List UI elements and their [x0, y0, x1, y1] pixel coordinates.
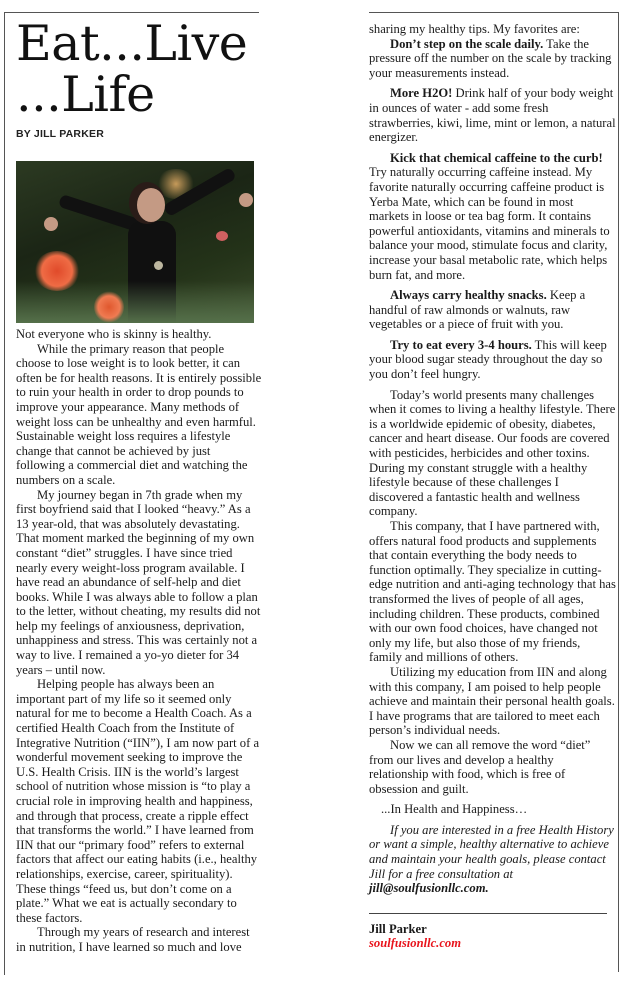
- photo-pendant: [154, 261, 163, 270]
- tip-item: [369, 338, 616, 382]
- paragraph: Through my years of research and interest in nutrition, I have learned so much and love: [16, 925, 250, 954]
- photo-arm-left: [58, 194, 140, 232]
- right-column: [369, 22, 616, 950]
- right-body: [369, 22, 616, 896]
- tip-item: [369, 37, 616, 81]
- signature-rule: [369, 913, 607, 914]
- tip-lead: More H2O!: [390, 86, 453, 101]
- byline: BY JILL PARKER: [16, 128, 104, 140]
- tip-text: Take the pressure off the number on the scale by tracking your measurements instead.: [369, 36, 612, 80]
- article-title: [16, 15, 262, 123]
- tip-text: Drink half of your body weight in ounces of water - add some fresh strawberries, kiwi, lime, mint or lemon, a natural energizer.: [369, 86, 616, 145]
- paragraph: sharing my healthy tips. My favorites are:: [369, 22, 580, 36]
- tip-text: This will keep your blood sugar steady throughout the day so you don’t feel hungry.: [369, 337, 607, 382]
- photo-hand-left: [44, 217, 58, 231]
- tip-lead: Don’t step on the scale daily.: [390, 36, 544, 51]
- tip-item: [369, 288, 616, 332]
- paragraph: Today’s world presents many challenges when it comes to living a healthy lifestyle. There is a worldwide epidemic of obesity, diabetes, cancer and heart disease. Our foods are covered with pesticides, herbicides and other toxins. During my constant struggle with a healthy lifestyle because of these challenges I discovered a fantastic health and wellness company.: [369, 387, 616, 519]
- signoff: ...In Health and Happiness…: [381, 802, 528, 817]
- author-name: Jill Parker: [369, 921, 427, 936]
- tip-item: [369, 151, 616, 282]
- photo-hand-right: [239, 193, 253, 207]
- paragraph: While the primary reason that people choose to lose weight is to look better, it can often be for health reasons. It is entirely possible to ruin your health in order to drop pounds to improve your appearance. Many methods of weight loss can be unhealthy and even harmful. Sustainable weight loss requires a lifestyle change that cannot be achieved by just following a commercial diet and watching the numbers on a scale.: [16, 341, 262, 487]
- photo-flower: [216, 231, 228, 241]
- tip-lead: Try to eat every 3-4 hours.: [390, 337, 532, 352]
- tip-text: Keep a handful of raw almonds or walnuts, raw vegetables or a piece of fruit with you.: [369, 288, 586, 332]
- author-website-link[interactable]: soulfusionllc.com: [369, 935, 462, 950]
- left-body: [16, 327, 262, 955]
- paragraph: This company, that I have partnered with, offers natural food products and supplements that contain everything the body needs to function optimally. They specialize in cutting-edge nutrition and anti-aging technology that has transformed the lives of people of all ages, including children. These products, combined with our own food choices, have changed not only my life, but also those of my friends, family and millions of others.: [369, 519, 616, 665]
- photo-head: [137, 188, 165, 222]
- contact-email-link[interactable]: jill@soulfusionllc.com.: [369, 881, 489, 896]
- contact-note: [369, 823, 616, 896]
- title-line-1: Eat...Live: [16, 15, 248, 72]
- photo-flower: [94, 291, 124, 323]
- paragraph: Helping people has always been an important part of my life so it seemed only natural for me to become a Health Coach. As a certified Health Coach from the Institute of Integrative Nutrition (“IIN”), I am now part of a wonderful movement seeking to improve the U.S. Health Crisis. IIN is the world’s largest school of nutrition whose mission is “to play a crucial role in improving health and happiness, and through that process, create a ripple effect that transforms the world.” I have learned from IIN that our “primary food” refers to external factors that affect our eating habits (i.e., healthy relationships, exercise, career, spirituality). These things “feed us, but don’t come on a plate.” What we eat is actually secondary to these factors.: [16, 677, 260, 925]
- right-border: [618, 12, 619, 972]
- paragraph: Now we can all remove the word “diet” from our lives and develop a healthy relationship with food, which is free of obsession and guilt.: [369, 737, 591, 796]
- left-column: [16, 15, 262, 955]
- tip-item: [369, 86, 616, 144]
- tip-lead: Always carry healthy snacks.: [390, 288, 547, 303]
- contact-text: If you are interested in a free Health History or want a simple, healthy alternative to achieve and maintain your health goals, please contact Jill for a free consultation at: [369, 822, 614, 881]
- top-rule-left: [5, 12, 259, 13]
- photo-flower: [34, 251, 80, 291]
- author-photo: [16, 161, 254, 323]
- left-border: [4, 12, 5, 975]
- paragraph: Utilizing my education from IIN and along with this company, I am poised to help people achieve and maintain their personal health goals. I have programs that are tailored to meet each person’s individual needs.: [369, 664, 615, 738]
- title-line-2: ...Life: [16, 66, 155, 123]
- tip-lead: Kick that chemical caffeine to the curb!: [390, 150, 603, 165]
- paragraph: Not everyone who is skinny is healthy.: [16, 327, 212, 341]
- tip-text: Try naturally occurring caffeine instead. My favorite naturally occurring caffeine product is Yerba Mate, which can be found in most markets in loose or tea bag form. It contains powerful antioxidants, vitamins and minerals to balance your mood, stimulate focus and clarity, increase your basal metabolic rate, which helps burn fat, and more.: [369, 165, 610, 282]
- top-rule-right: [369, 12, 619, 13]
- paragraph: My journey began in 7th grade when my first boyfriend said that I looked “heavy.” As a 13 year-old, that was absolutely devastating. That moment marked the beginning of my own constant “diet” struggles. I have since tried nearly every weight-loss program available. I have read an abundance of self-help and diet books. While I was always able to follow a plan to the letter, without cheating, my results did not help my feelings of anxiousness, deprivation, unhappiness and stress. This was certainly not a way to live. I remained a yo-yo dieter for 34 years – until now.: [16, 487, 261, 677]
